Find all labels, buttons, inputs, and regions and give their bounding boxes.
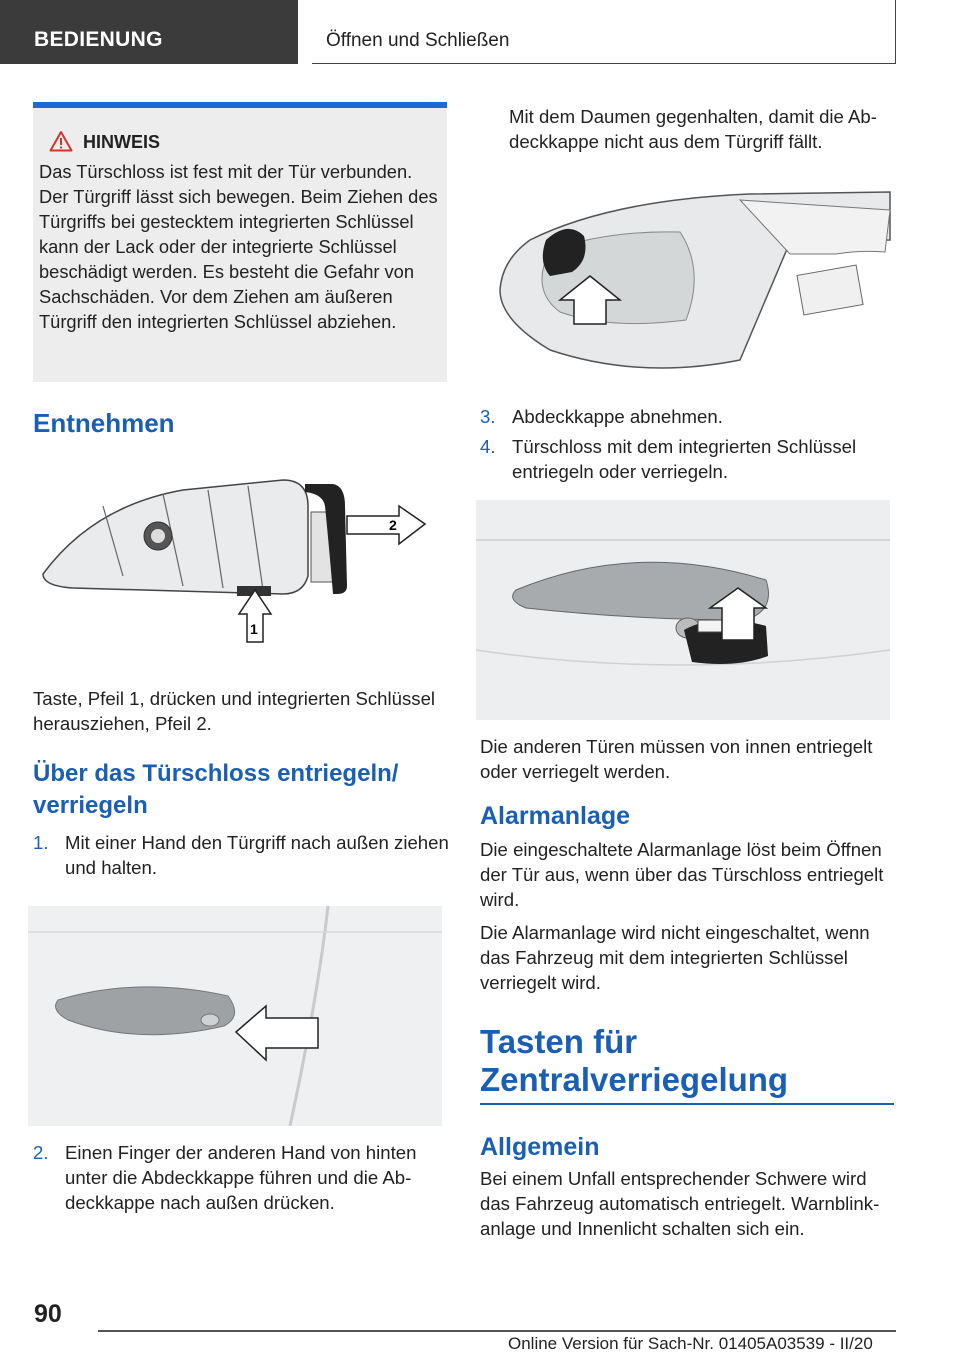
footer-divider <box>98 1330 896 1332</box>
alarm-text-2: Die Alarmanlage wird nicht eingeschaltet, wenn das Fahrzeug mit dem integrierten Schlüssel verriegelt wird. <box>480 922 870 993</box>
heading-underline <box>480 1103 894 1105</box>
warning-title-row <box>83 132 441 153</box>
left-column <box>33 408 453 439</box>
step-number: 3. <box>480 406 496 427</box>
chapter-header <box>312 0 896 64</box>
left-column-2 <box>33 686 453 880</box>
warning-triangle-icon <box>49 130 73 152</box>
step-text: Mit einer Hand den Türgriff nach außen ziehen und halten. <box>65 832 449 878</box>
list-item <box>480 404 896 429</box>
list-item <box>33 830 453 880</box>
step2-continued-text: Mit dem Daumen gegenhalten, damit die Abdeckkappe nicht aus dem Türgriff fällt. <box>509 106 877 152</box>
key-image <box>33 466 445 662</box>
warning-title: HINWEIS <box>83 132 161 152</box>
tasten-heading-line1: Tasten für <box>480 1023 638 1060</box>
alarm-text-1: Die eingeschaltete Alarmanlage löst beim Öffnen der Tür aus, wenn über das Türschloss entriegelt wird. <box>480 839 884 910</box>
section-tab <box>0 0 298 64</box>
key-lock-image <box>476 500 890 720</box>
list-item <box>33 1140 453 1215</box>
arrow-2-label: 2 <box>389 517 397 533</box>
step-number: 4. <box>480 436 496 457</box>
footer-online-version: Online Version für Sach-Nr. 01405A03539 - II/20 <box>508 1334 873 1353</box>
list-item <box>480 434 896 484</box>
allgemein-text: Bei einem Unfall entsprechender Schwere wird das Fahrzeug automatisch entriegelt. Warnblinkanlage und Innenlicht schalten sich ein. <box>480 1167 880 1239</box>
arrow-2-icon <box>347 506 425 544</box>
left-column-3 <box>33 1140 453 1215</box>
alarm-heading: Alarmanlage <box>480 802 631 830</box>
step-text: Einen Finger der anderen Hand von hinten unter die Abdeckkappe führen und die Abdeckkappe nach außen drücken. <box>65 1142 417 1213</box>
step-text: Abdeckkappe abnehmen. <box>512 406 723 427</box>
page-number: 90 <box>34 1300 62 1328</box>
step-number: 2. <box>33 1142 49 1163</box>
right-column-3 <box>480 734 896 1241</box>
right-column <box>480 104 896 154</box>
arrow-1-label: 1 <box>250 621 258 637</box>
other-doors-text: Die anderen Türen müssen von innen entriegelt oder verriegelt werden. <box>480 736 873 782</box>
warning-text: Das Türschloss ist fest mit der Tür verbunden. Der Türgriff lässt sich bewegen. Beim Ziehen des Türgriffs bei gestecktem integrierten Schlüssel kann der Lack oder der integrierte Schlüssel beschädigt werden. Es besteht die Gefahr von Sachschäden. Vor dem Ziehen am äußeren Türgriff den integrierten Schlüssel abziehen. <box>39 161 438 332</box>
tasten-heading-line2: Zentralverriegelung <box>480 1061 789 1098</box>
warning-box <box>33 102 447 382</box>
tuerschloss-heading: Über das Türschloss entriegeln/ verriegeln <box>33 760 399 819</box>
right-column-2 <box>480 404 896 484</box>
allgemein-heading: Allgemein <box>480 1132 600 1161</box>
door-handle-image <box>28 906 442 1126</box>
entnehmen-text: Taste, Pfeil 1, drücken und integrierten Schlüssel herausziehen, Pfeil 2. <box>33 688 436 734</box>
cover-cap-image <box>490 180 894 384</box>
chapter-title: Öffnen und Schließen <box>326 30 510 51</box>
tasten-heading <box>480 1023 896 1099</box>
step-text: Türschloss mit dem integrierten Schlüssel entriegeln oder verriegeln. <box>512 436 857 482</box>
step-number: 1. <box>33 832 49 853</box>
entnehmen-heading: Entnehmen <box>33 408 175 438</box>
section-title: BEDIENUNG <box>34 28 163 51</box>
